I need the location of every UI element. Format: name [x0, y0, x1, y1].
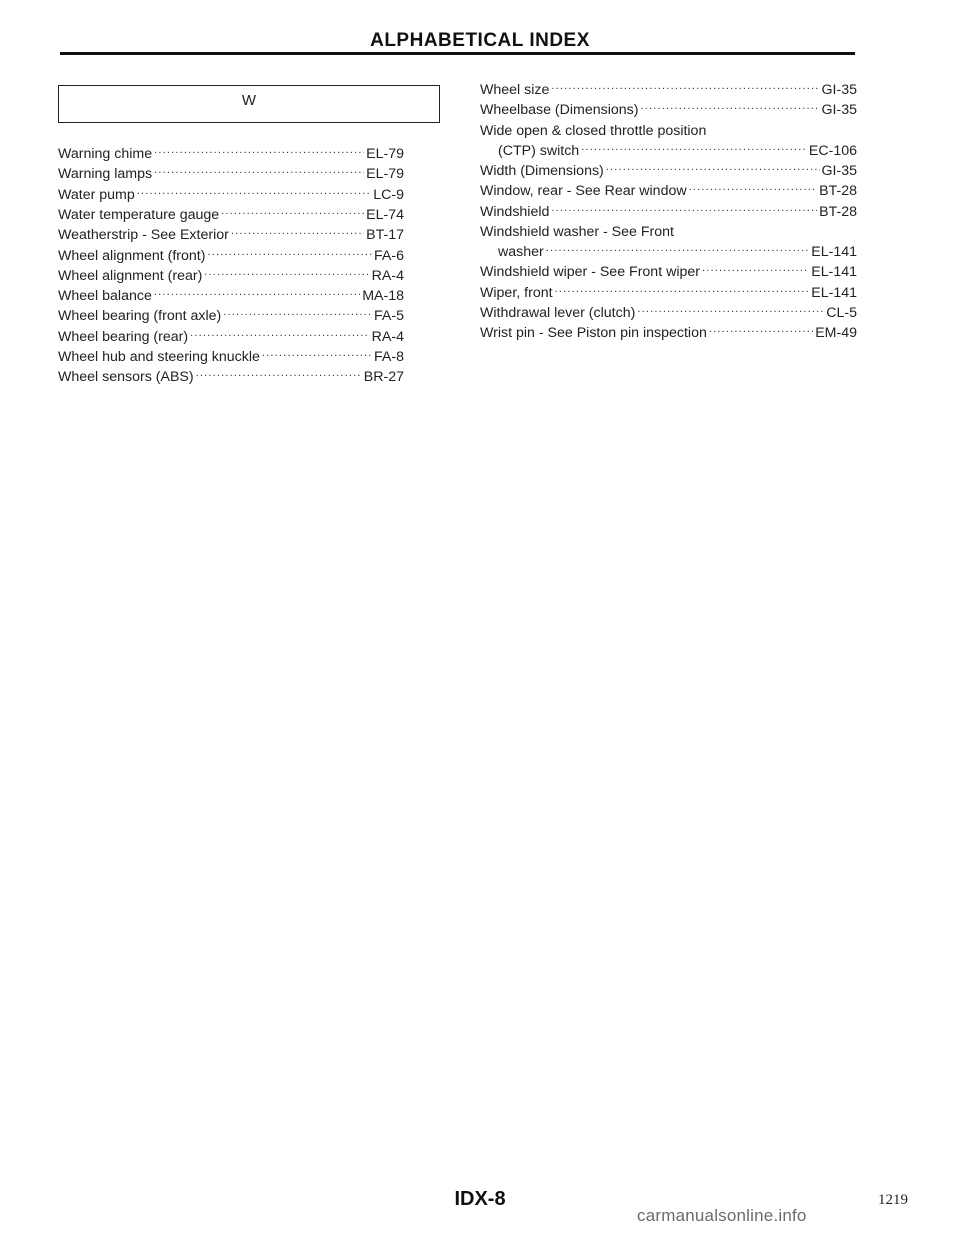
- entry-page-ref: LC-9: [373, 186, 404, 203]
- entry-label: Warning chime: [58, 146, 153, 163]
- index-entry: [480, 202, 857, 222]
- leader-dots: [641, 100, 820, 114]
- entry-label: Width (Dimensions): [480, 163, 604, 180]
- index-entry: [480, 282, 857, 302]
- leader-dots: [546, 242, 810, 256]
- section-letter: W: [241, 92, 257, 109]
- index-entry: [58, 266, 404, 286]
- entry-label: Wheelbase (Dimensions): [480, 102, 639, 119]
- entry-page-ref: BT-17: [366, 227, 404, 244]
- leader-dots: [137, 185, 371, 199]
- leader-dots: [231, 225, 364, 239]
- index-entry: [58, 367, 404, 387]
- entry-label: Weatherstrip - See Exterior: [58, 227, 229, 244]
- entry-page-ref: EL-141: [811, 284, 857, 301]
- entry-page-ref: GI-35: [821, 82, 857, 99]
- entry-label: Windshield wiper - See Front wiper: [480, 264, 700, 281]
- entry-label: (CTP) switch: [498, 142, 580, 159]
- entry-page-ref: FA-6: [374, 247, 404, 264]
- index-entry: [58, 144, 404, 164]
- entry-page-ref: CL-5: [826, 304, 857, 321]
- entry-page-ref: MA-18: [362, 288, 404, 305]
- entry-label: Warning lamps: [58, 166, 153, 183]
- entry-label-first-line: Windshield washer - See Front: [480, 223, 674, 240]
- leader-dots: [154, 144, 364, 158]
- index-page-code: IDX-8: [454, 1188, 506, 1210]
- entry-page-ref: FA-5: [374, 308, 404, 325]
- leader-dots: [551, 80, 819, 94]
- entry-page-ref: EL-79: [366, 146, 404, 163]
- leader-dots: [606, 161, 820, 175]
- leader-dots: [196, 367, 362, 381]
- entry-label: Wheel hub and steering knuckle: [58, 349, 260, 365]
- leader-dots: [551, 202, 817, 216]
- leader-dots: [262, 347, 372, 361]
- index-entry: [58, 205, 404, 225]
- leader-dots: [190, 327, 370, 341]
- entry-label-first-line: Wide open & closed throttle position: [480, 122, 707, 139]
- entry-page-ref: EC-106: [808, 142, 857, 159]
- entry-label: Wheel bearing (rear): [58, 328, 189, 345]
- entry-page-ref: RA-4: [371, 328, 404, 345]
- index-entry: [480, 303, 857, 323]
- entry-label: Windshield: [480, 203, 550, 220]
- entry-page-ref: FA-8: [374, 349, 404, 365]
- leader-dots: [689, 181, 818, 195]
- entry-page-ref: EL-74: [366, 207, 404, 224]
- index-column-right: [480, 80, 857, 343]
- index-entry: [480, 181, 857, 201]
- index-entry: [58, 286, 404, 306]
- leader-dots: [637, 303, 824, 317]
- entry-label: Wiper, front: [480, 284, 553, 301]
- index-entry: [58, 164, 404, 184]
- leader-dots: [702, 262, 809, 276]
- leader-dots: [221, 205, 364, 219]
- index-entry: [480, 242, 857, 262]
- leader-dots: [581, 141, 807, 155]
- index-entry: [480, 100, 857, 120]
- entry-page-ref: BT-28: [819, 203, 857, 220]
- leader-dots: [154, 164, 364, 178]
- entry-page-ref: BT-28: [819, 183, 857, 200]
- index-entry: [58, 225, 404, 245]
- index-entry: [480, 141, 857, 161]
- entry-label: washer: [498, 244, 544, 261]
- leader-dots: [223, 306, 372, 320]
- index-entry: [480, 262, 857, 282]
- section-letter-box: [58, 85, 440, 123]
- leader-dots: [555, 282, 810, 296]
- entry-label: Wrist pin - See Piston pin inspection: [480, 325, 707, 342]
- entry-label: Wheel alignment (front): [58, 247, 206, 264]
- index-entry: [58, 306, 404, 326]
- header-rule: [60, 52, 855, 55]
- entry-label: Wheel size: [480, 82, 550, 99]
- entry-page-ref: EL-141: [811, 264, 857, 281]
- leader-dots: [204, 266, 369, 280]
- index-entry: [58, 347, 404, 367]
- entry-label: Window, rear - See Rear window: [480, 183, 687, 200]
- entry-label: Wheel sensors (ABS): [58, 369, 194, 386]
- watermark-text: carmanualsonline.info: [637, 1206, 807, 1225]
- index-entry: [480, 80, 857, 100]
- entry-page-ref: EL-141: [811, 244, 857, 261]
- entry-page-ref: BR-27: [363, 369, 404, 386]
- entry-label: Water pump: [58, 186, 135, 203]
- index-entry: [58, 245, 404, 265]
- leader-dots: [154, 286, 360, 300]
- index-entry: [480, 323, 857, 343]
- index-entry: [58, 327, 404, 347]
- index-column-left: [58, 144, 404, 387]
- entry-label: Withdrawal lever (clutch): [480, 304, 636, 321]
- leader-dots: [709, 323, 813, 337]
- entry-label: Wheel alignment (rear): [58, 267, 203, 284]
- entry-page-ref: EL-79: [366, 166, 404, 183]
- entry-page-ref: GI-35: [821, 163, 857, 180]
- entry-page-ref: RA-4: [371, 267, 404, 284]
- entry-label: Water temperature gauge: [58, 207, 220, 224]
- entry-page-ref: GI-35: [821, 102, 857, 119]
- entry-label: Wheel balance: [58, 288, 152, 305]
- entry-page-ref: EM-49: [815, 325, 857, 342]
- leader-dots: [207, 245, 372, 259]
- index-entry: [480, 161, 857, 181]
- entry-label: Wheel bearing (front axle): [58, 308, 222, 325]
- index-entry: [58, 185, 404, 205]
- page-number: 1219: [878, 1192, 908, 1208]
- page-title: ALPHABETICAL INDEX: [370, 30, 590, 51]
